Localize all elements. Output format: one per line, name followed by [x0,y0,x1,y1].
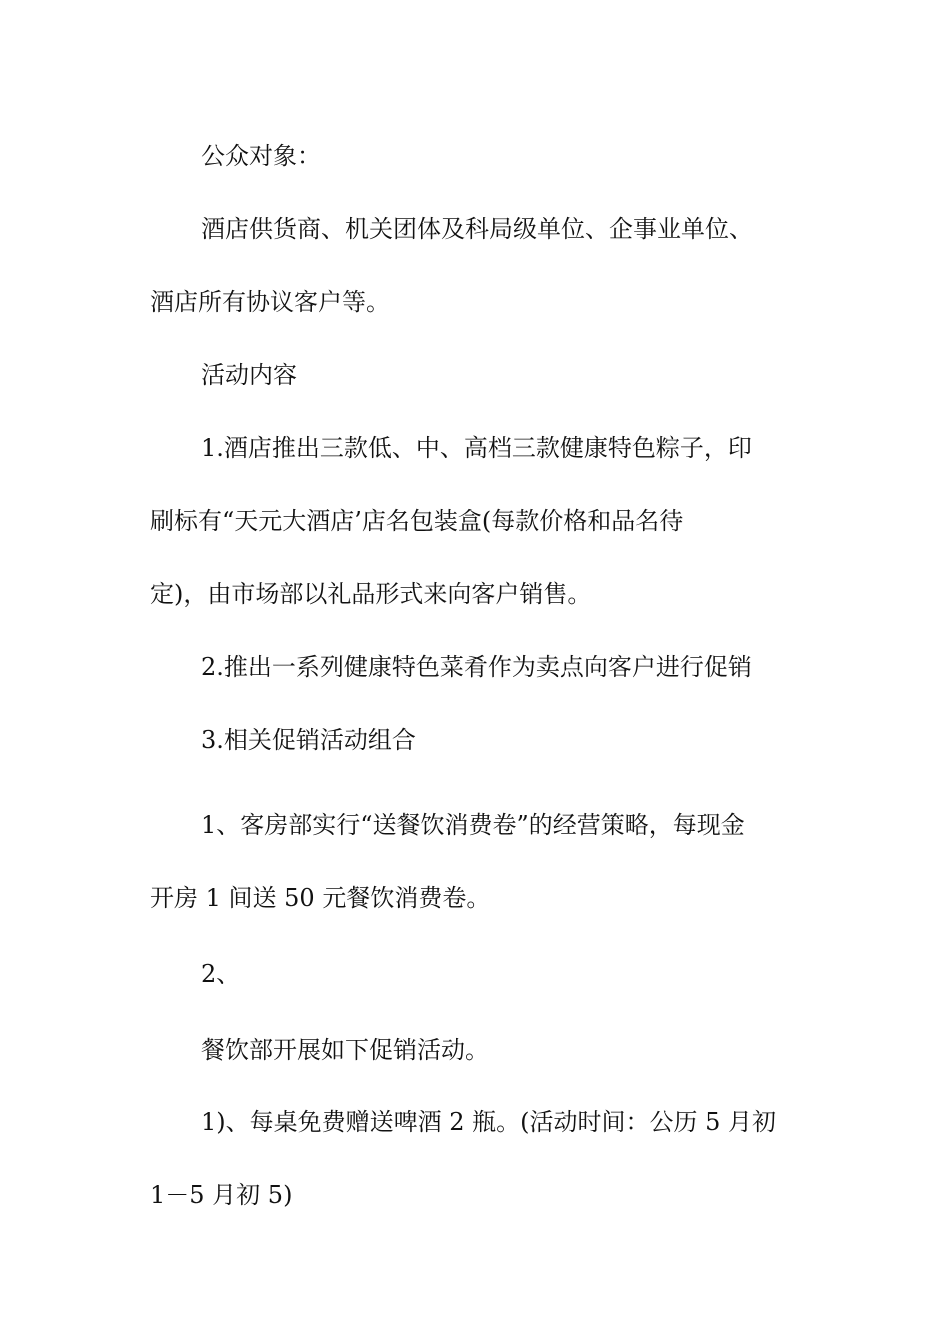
paragraph-item1-line-1: 1.酒店推出三款低、中、高档三款健康特色粽子，印 [201,434,752,462]
paragraph-activity-heading: 活动内容 [201,361,297,389]
paragraph-point2: 2、 [201,960,241,988]
paragraph-item1-line-3: 定)，由市场部以礼品形式来向客户销售。 [150,580,592,608]
paragraph-room-line-2: 开房 1 间送 50 元餐饮消费卷。 [150,884,491,912]
paragraph-audience-heading: 公众对象： [201,142,321,170]
paragraph-item2: 2.推出一系列健康特色菜肴作为卖点向客户进行促销 [201,653,752,681]
paragraph-audience-line-1: 酒店供货商、机关团体及科局级单位、企事业单位、 [201,215,753,243]
paragraph-audience-line-2: 酒店所有协议客户等。 [150,288,390,316]
paragraph-item3: 3.相关促销活动组合 [201,726,416,754]
paragraph-beer-line-2: 1－5 月初 5) [150,1181,293,1209]
paragraph-dining-heading: 餐饮部开展如下促销活动。 [201,1036,489,1064]
paragraph-item1-line-2: 刷标有“天元大酒店’店名包装盒(每款价格和品名待 [150,507,684,535]
paragraph-room-line-1: 1、客房部实行“送餐饮消费卷”的经营策略，每现金 [201,811,745,839]
paragraph-beer-line-1: 1)、每桌免费赠送啤酒 2 瓶。(活动时间：公历 5 月初 [201,1108,777,1136]
